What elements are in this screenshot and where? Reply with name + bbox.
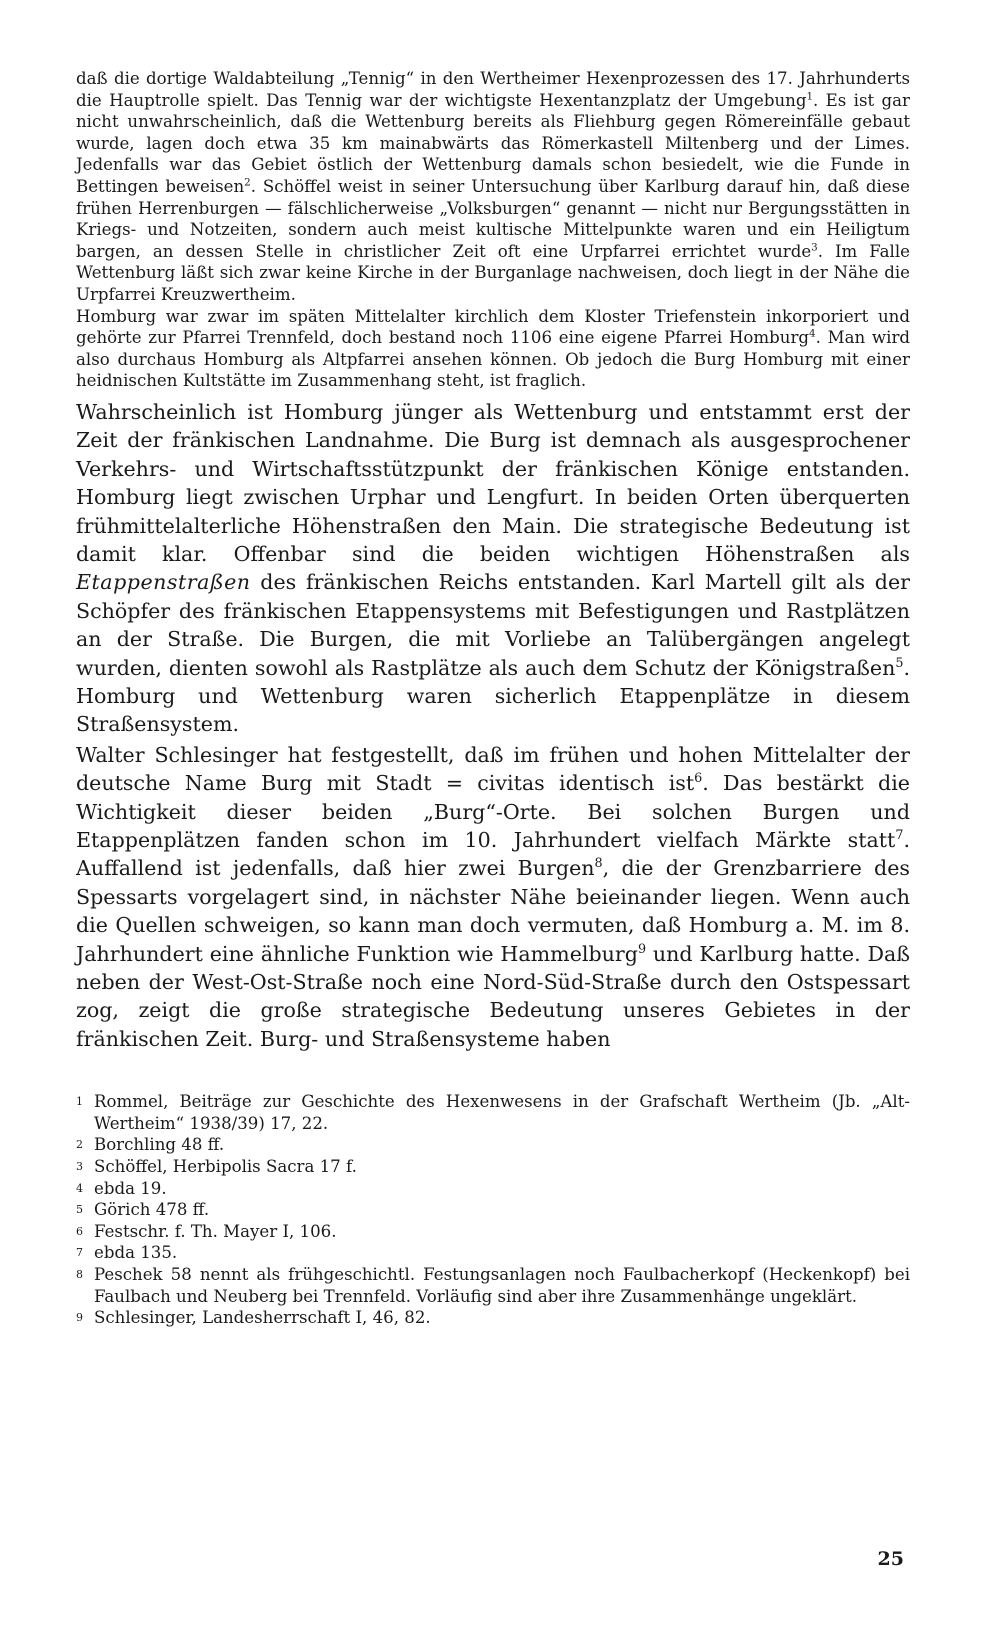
text-run: . Schöffel weist in seiner Untersuchung über Karlburg darauf hin, daß diese frühen Herrenburgen — fälschlicherweise „Volksburgen“ genannt — nicht nur Bergungsstätten in Kriegs- und Notzeiten, sondern auch meist kultische Mittelpunkte waren und ein Heiligtum bargen, an dessen Stelle in christlicher Zeit oft eine Urpfarrei errichtet wurde <box>76 176 910 261</box>
footnote-text: ebda 19. <box>94 1178 167 1198</box>
footnote-text: Peschek 58 nennt als frühgeschichtl. Festungsanlagen noch Faulbacherkopf (Heckenkopf) bei Faulbach und Neuberg bei Trennfeld. Vorläufig sind aber ihre Zusammenhänge ungeklärt. <box>94 1265 910 1306</box>
footnote-mark: 5 <box>76 1203 83 1217</box>
footnote-text: Schlesinger, Landesherrschaft I, 46, 82. <box>94 1308 431 1328</box>
text-run: des fränkischen Reichs entstanden. Karl Martell gilt als der Schöpfer des fränkischen Etappensystems mit Befestigungen und Rastplätzen an der Straße. Die Burgen, die mit Vorliebe an Talübergängen angelegt wurden, dienten sowohl als Rastplätze als auch dem Schutz der Königstraßen <box>76 570 910 680</box>
footnote-3 <box>76 1156 910 1178</box>
footnote-ref-4: 4 <box>809 327 816 340</box>
text-run: daß die dortige Waldabteilung „Tennig“ in den Wertheimer Hexenprozessen des 17. Jahrhunderts die Hauptrolle spielt. Das Tennig war der wichtigste Hexentanzplatz der Umgebung <box>76 69 910 110</box>
footnote-mark: 2 <box>76 1138 83 1152</box>
footnote-text: Rommel, Beiträge zur Geschichte des Hexenwesens in der Grafschaft Wertheim (Jb. „Alt-Wertheim“ 1938/39) 17, 22. <box>94 1092 910 1133</box>
book-page <box>76 68 910 1329</box>
footnote-ref-9: 9 <box>637 941 647 957</box>
text-run: Walter Schlesinger hat festgestellt, daß im frühen und hohen Mittelalter der deutsche Name Burg mit Stadt = civitas identisch ist <box>76 742 910 796</box>
footnote-4 <box>76 1178 910 1200</box>
footnote-ref-7: 7 <box>895 828 904 844</box>
footnote-5 <box>76 1199 910 1221</box>
footnote-mark: 3 <box>76 1160 83 1174</box>
footnote-2 <box>76 1134 910 1156</box>
footnote-text: Festschr. f. Th. Mayer I, 106. <box>94 1221 337 1241</box>
text-run: Homburg war zwar im späten Mittelalter kirchlich dem Kloster Triefenstein inkorporiert und gehörte zur Pfarrei Trennfeld, doch bestand noch 1106 eine eigene Pfarrei Homburg <box>76 306 910 348</box>
footnote-mark: 9 <box>76 1311 83 1325</box>
footnote-9 <box>76 1307 910 1329</box>
footnote-7 <box>76 1242 910 1264</box>
text-run: . Homburg und Wettenburg waren sicherlich Etappenplätze in diesem Straßensystem. <box>76 655 910 737</box>
footnote-mark: 7 <box>76 1246 83 1260</box>
text-run: und Karlburg hatte. Daß neben der West-Ost-Straße noch eine Nord-Süd-Straße durch den Ostspessart zog, zeigt die große strategische Bedeutung unseres Gebietes in der fränkischen Zeit. Burg- und Straßensysteme haben <box>76 941 910 1051</box>
footnote-text: Schöffel, Herbipolis Sacra 17 f. <box>94 1157 357 1177</box>
footnote-text: ebda 135. <box>94 1243 178 1263</box>
footnote-text: Görich 478 ff. <box>94 1200 210 1220</box>
footnote-ref-6: 6 <box>694 771 703 787</box>
text-run: . Das bestärkt die Wichtigkeit dieser beiden „Burg“-Orte. Bei solchen Burgen und Etappenplätzen fanden schon im 10. Jahrhundert vielfach Märkte statt <box>76 771 910 852</box>
footnote-ref-1: 1 <box>806 90 813 103</box>
footnote-ref-3: 3 <box>811 241 818 254</box>
paragraph-homburg-origin <box>76 398 910 739</box>
footnote-8 <box>76 1264 910 1307</box>
text-run: . Es ist gar nicht unwahrscheinlich, daß die Wettenburg bereits als Fliehburg gegen Römereinfälle gebaut wurde, lagen doch etwa 35 km mainabwärts das Römerkastell Miltenberg und der Limes. Jedenfalls war das Gebiet östlich der Wettenburg damals schon besiedelt, wie die Funde in Bettingen beweisen <box>76 90 910 196</box>
footnote-mark: 4 <box>76 1181 83 1195</box>
footnote-mark: 1 <box>76 1095 83 1109</box>
footnote-ref-2: 2 <box>244 176 251 189</box>
text-run: . Im Falle Wettenburg läßt sich zwar keine Kirche in der Burganlage nachweisen, doch liegt in der Nähe die Urpfarrei Kreuzwertheim. <box>76 241 910 304</box>
footnote-ref-8: 8 <box>594 856 603 872</box>
paragraph-homburg-church <box>76 306 910 392</box>
footnote-text: Borchling 48 ff. <box>94 1135 225 1155</box>
paragraph-wettenburg-intro <box>76 68 910 306</box>
text-run: Wahrscheinlich ist Homburg jünger als Wettenburg und entstammt erst der Zeit der fränkischen Landnahme. Die Burg ist demnach als ausgesprochener Verkehrs- und Wirtschaftsstützpunkt der fränkischen Könige entstanden. Homburg liegt zwischen Urphar und Lengfurt. In beiden Orten überquerten frühmittelalterliche Höhenstraßen den Main. Die strategische Bedeutung ist damit klar. Offenbar sind die beiden wichtigen Höhenstraßen als <box>76 399 910 566</box>
footnote-1 <box>76 1091 910 1134</box>
text-run: . Auffallend ist jedenfalls, daß hier zwei Burgen <box>76 828 910 881</box>
footnote-6 <box>76 1221 910 1243</box>
footnote-ref-5: 5 <box>895 655 904 671</box>
page-number: 25 <box>877 1548 904 1570</box>
footnote-mark: 6 <box>76 1224 83 1238</box>
paragraph-schlesinger <box>76 741 910 1053</box>
footnotes-section <box>76 1091 910 1329</box>
text-run: . Man wird also durchaus Homburg als Altpfarrei ansehen können. Ob jedoch die Burg Homburg mit einer heidnischen Kultstätte im Zusammenhang steht, ist fraglich. <box>76 328 910 391</box>
emphasis-etappenstrassen: Etappenstraßen <box>76 570 251 595</box>
text-run: , die der Grenzbarriere des Spessarts vorgelagert sind, in nächster Nähe beieinander liegen. Wenn auch die Quellen schweigen, so kann man doch vermuten, daß Homburg a. M. im 8. Jahrhundert eine ähnliche Funktion wie Hammelburg <box>76 856 910 966</box>
footnote-mark: 8 <box>76 1268 83 1281</box>
